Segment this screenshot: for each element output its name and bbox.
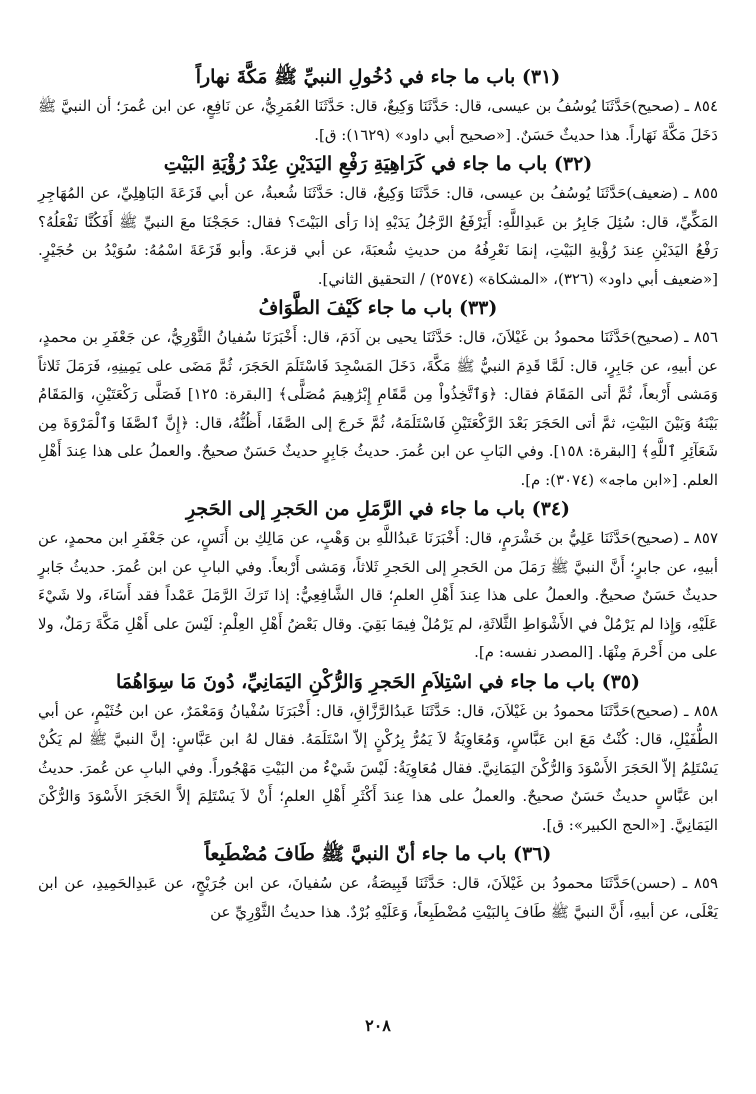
section-heading-31: (٣١) باب ما جاء في دُخُولِ النبيِّ ﷺ مَكَّةَ نهاراً bbox=[195, 66, 561, 88]
section-heading-34: (٣٤) باب ما جاء في الرَّمَلِ من الحَجرِ إلى الحَجرِ bbox=[185, 498, 571, 520]
page-content bbox=[38, 62, 718, 926]
section-heading-32: (٣٢) باب ما جاء في كَرَاهِيَةِ رَفْعِ اليَدَيْنِ عِنْدَ رُؤْيَةِ البَيْتِ bbox=[163, 153, 593, 175]
hadith-858: ٨٥٨ ـ (صحيح)حَدَّثَنَا محمودُ بن غَيْلاَنَ، قال: حَدَّثَنَا عَبدُالرَّزَّاقِ، قال: أَخْبَرَنَا سُفْيانُ وَمَعْمَرٌ، عن ابن خُثَيْمٍ، عن أبي الطُّفَيْلِ، قال: كُنْتُ مَعَ ابن عَبَّاسٍ، وَمُعَاوِيَةُ لاَ يَمُرُّ بِرُكْنٍ إلاّ اسْتَلَمَهُ. فقال لهُ ابن عَبَّاسٍ: إنَّ النبيَّ ﷺ لم يَكُنْ يَسْتَلِمُ إلاّ الحَجَرَ الأَسْوَدَ وَالرُّكْنَ اليَمَانِيَّ. فقال مُعَاوِيَةُ: لَيْسَ شَيْءٌ من البَيْتِ مَهْجُوراً. وفي البابِ عن عُمرَ. حديثُ ابن عَبَّاسٍ حديثٌ حَسَنٌ صحيحٌ. والعملُ على هذا عِندَ أَكْثَرِ أَهْلِ العلمِ؛ أَنْ لاَ يَسْتَلِمَ إلاَّ الحَجَرَ الأَسْوَدَ وَالرُّكْنَ اليَمَانِيَّ. [«الحج الكبير»: ق]. bbox=[38, 701, 719, 834]
section-heading-35: (٣٥) باب ما جاء في اسْتِلاَمِ الحَجرِ وَالرُّكْنِ اليَمَانِيِّ، دُونَ مَا سِوَاهُمَا bbox=[115, 670, 641, 693]
hadith-857: ٨٥٧ ـ (صحيح)حَدَّثَنَا عَلِيُّ بن خَشْرَمٍ، قال: أَخْبَرَنَا عَبدُاللَّهِ بن وَهْبٍ، عن مَالِكِ بن أَنَسٍ، عن جَعْفَرِ ابن محمدٍ، عن أبيهِ، عن جابرٍ؛ أَنَّ النبيَّ ﷺ رَمَلَ من الحَجرِ إلى الحَجرِ ثَلاثاً، وَمَشى أَرْبعاً. وفي البابِ عن ابن عُمرَ. حديثُ جَابرٍ حديثٌ حَسَنٌ صحيحٌ. والعملُ على هذا عِندَ أَهْلِ العلمِ؛ قال الشَّافِعِيُّ: إذا تَرَكَ الرَّمَلَ عَمْداً فقد أَسَاءَ، ولا شَيْءَ عَلَيْهِ، وَإِذا لم يَرْمُلْ في الأَشْوَاطِ الثَّلاثَةِ، لم يَرْمُلْ فِيمَا بَقِيَ. وقال بَعْضُ أَهْلِ العِلْمِ: لَيْسَ على أَهْلِ مَكَّةَ رَمَلٌ، ولا على من أَحْرمَ مِنْهَا. [المصدر نفسه: م]. bbox=[38, 529, 718, 661]
hadith-855: ٨٥٥ ـ (ضعيف)حَدَّثَنَا يُوسُفُ بن عيسى، قال: حَدَّثَنَا وَكِيعٌ، قال: حَدَّثَنَا شُعبةُ، عن أبي قَزَعَةَ البَاهِلِيِّ، عن المُهَاجِرِ المَكِّيِّ، قال: سُئِلَ جَابِرُ بن عَبدِاللَّهِ: أَيَرْفَعُ الرَّجُلُ يَدَيْهِ إذا رَأى البَيْتَ؟ فقال: حَجَجْنَا معَ النبيِّ ﷺ أَفَكُنَّا نَفْعَلُهُ؟ رَفْعُ اليَدَيْنِ عِندَ رُؤْيةِ البَيْتِ، إنمَا نَعْرِفُهُ من حديثِ شُعبَةَ، عن أبي قزعةَ. وأبو قَزَعَةَ اسْمُهُ: سُوَيْدُ بن حُجَيْرٍ. [«ضعيف أبي داود» (٣٢٦)، «المشكاة» (٢٥٧٤) / التحقيق الثاني]. bbox=[38, 184, 718, 288]
page-number: ٢٠٨ bbox=[365, 1016, 391, 1035]
hadith-854: ٨٥٤ ـ (صحيح)حَدَّثَنَا يُوسُفُ بن عيسى، قال: حَدَّثَنَا وَكِيعٌ، قال: حَدَّثَنَا العُمَرِيُّ، عن نَافِعٍ، عن ابن عُمرَ؛ أن النبيَّ ﷺ دَخَلَ مَكَّةَ نَهَاراً. هذا حديثٌ حَسَنٌ. [«صحيح أبي داود» (١٦٢٩): ق]. bbox=[38, 97, 718, 144]
hadith-859: ٨٥٩ ـ (حسن)حَدَّثَنَا محمودُ بن غَيْلاَنَ، قال: حَدَّثَنَا قَبِيصَةُ، عن سُفيانَ، عن ابن جُرَيْجٍ، عن عَبدِالحَمِيدِ، عن ابن يَعْلَى، عن أبيهِ، أَنَّ النبيَّ ﷺ طَافَ بِالبَيْتِ مُضْطَبِعاً، وَعَلَيْهِ بُرْدٌ. هذا حديثُ الثَّوْرِيِّ عن bbox=[38, 874, 718, 921]
section-heading-36: (٣٦) باب ما جاء أنّ النبيَّ ﷺ طَافَ مُضْطَبِعاً bbox=[204, 843, 552, 865]
section-heading-33: (٣٣) باب ما جاء كَيْفَ الطَّوَافُ bbox=[258, 297, 498, 319]
hadith-856: ٨٥٦ ـ (صحيح)حَدَّثَنَا محمودُ بن غَيْلاَنَ، قال: حَدَّثَنَا يحيى بن آدَمَ، قال: أَخْبَرَنَا سُفيانُ الثَّوْرِيُّ، عن جَعْفَرِ بن محمدٍ، عن أبيهِ، عن جَابِرٍ، قال: لَمَّا قَدِمَ النبيُّ ﷺ مَكَّةَ، دَخَلَ المَسْجِدَ فَاسْتَلَمَ الحَجَرَ، ثُمَّ مَضَى على يَمِينِهِ، فَرَمَلَ ثَلاثاً وَمَشى أَرْبعاً، ثُمَّ أتى المَقَامَ فقال: ﴿وَٱتَّخِذُواْ مِن مَّقَامِ إِبْرَٰهِيمَ مُصَلًّى﴾ [البقرة: ١٢٥] فَصَلَّى رَكْعَتَيْنِ، وَالمَقَامُ بَيْنَهُ وَبَيْنَ البَيْتِ، ثمَّ أتى الحَجَرَ بَعْدَ الرَّكْعَتَيْنِ فَاسْتَلَمَهُ، ثُمَّ خَرجَ إلى الصَّفَا، أَظُنُّهُ، قال: ﴿إِنَّ ٱلصَّفَا وَٱلْمَرْوَةَ مِن شَعَآئِرِ ٱللَّهِ﴾ [البقرة: ١٥٨]. وفي البَابِ عن ابن عُمرَ. حديثُ جَابِرٍ حديثٌ حَسَنٌ صحيحٌ. والعملُ على هذا عِندَ أَهْلِ العلم. [«ابن ماجه» (٣٠٧٤): م]. bbox=[38, 328, 719, 489]
